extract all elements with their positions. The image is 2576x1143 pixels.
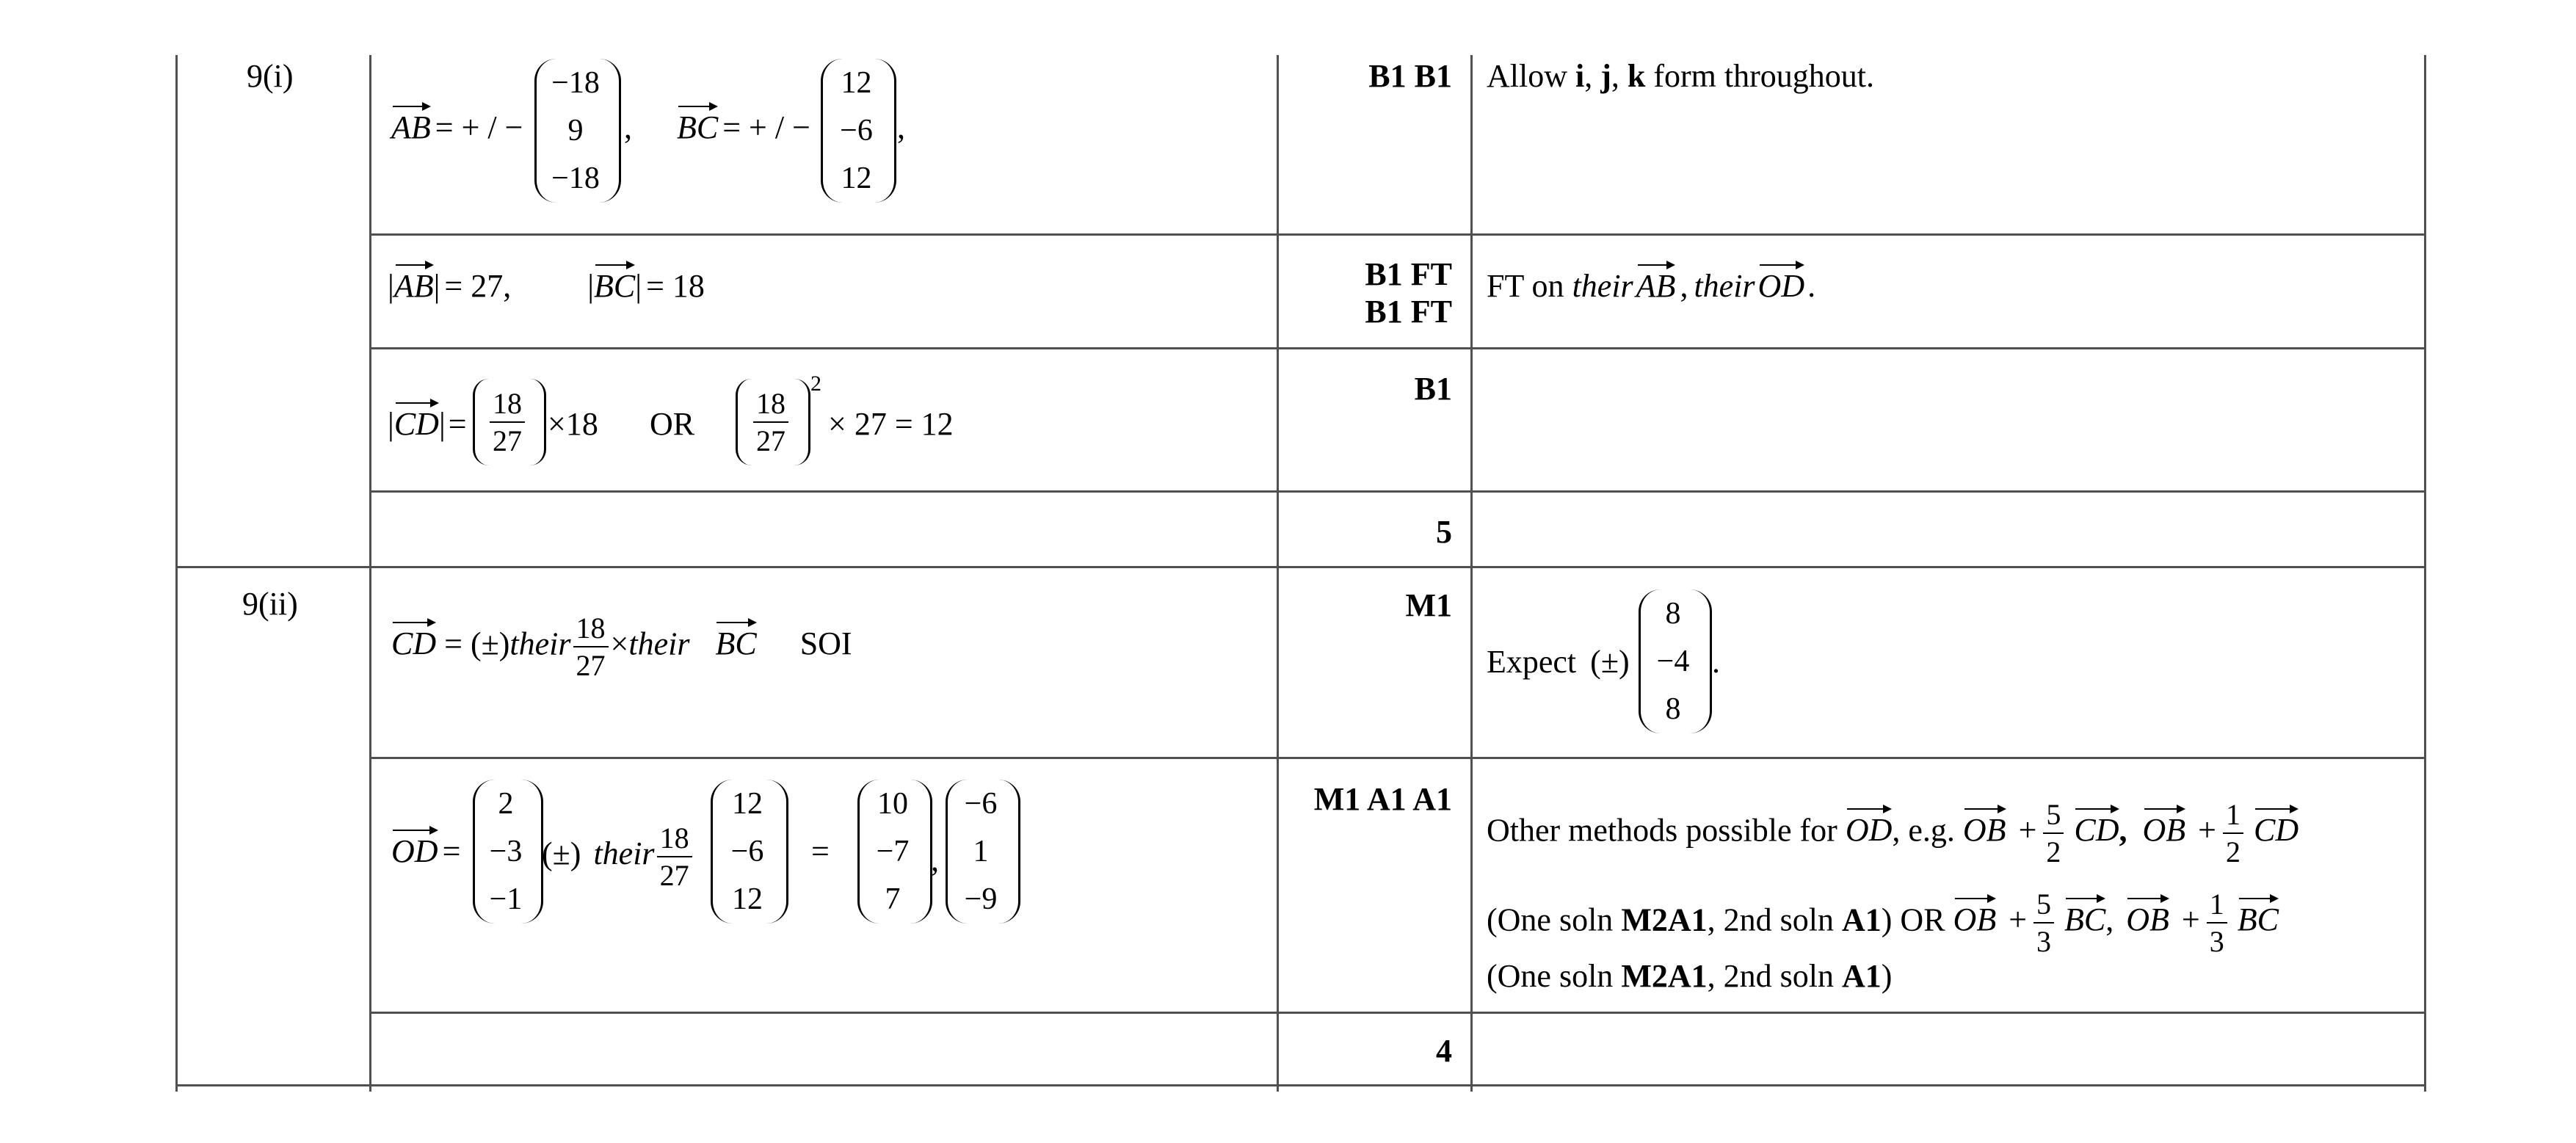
fraction-denominator: 2	[2046, 835, 2061, 869]
vector-entry: 12	[732, 786, 763, 821]
grid-row-divider	[369, 490, 2426, 493]
guidance-unit-vector: i	[1575, 58, 1585, 94]
guidance-expect	[1487, 646, 1630, 678]
equals-sign: =	[444, 625, 462, 662]
grid-line-guidance	[1470, 55, 1473, 1092]
vector-entry: 12	[732, 882, 763, 917]
question-label-9i: 9(i)	[247, 58, 294, 94]
total-mark-9i: 5	[1436, 514, 1452, 550]
total-mark-9ii: 4	[1436, 1033, 1452, 1069]
fraction-denominator: 27	[659, 859, 689, 893]
guidance-9ii-line2-part3	[1487, 960, 1892, 993]
mark-code: M2A1	[1621, 958, 1708, 994]
grid-line-right	[2424, 55, 2426, 1092]
guidance-text: ,	[1611, 58, 1628, 94]
answer-9i-line2	[388, 270, 705, 302]
vector-ab: AB	[1636, 268, 1676, 304]
vector-cd: CD	[2074, 812, 2119, 849]
fraction-18-27-squared	[736, 379, 806, 465]
comma: ,	[1680, 268, 1688, 304]
fraction-denominator: 3	[2036, 925, 2052, 959]
vector-entry: 12	[841, 65, 872, 100]
vector-cd: CD	[2254, 812, 2299, 849]
their-text: their	[593, 835, 655, 872]
expect-text: Expect	[1487, 644, 1577, 680]
vector-entry: −6	[964, 786, 998, 821]
fraction-denominator: 3	[2209, 925, 2224, 959]
vector-entry: −18	[551, 162, 600, 196]
vector-bc: BC	[715, 625, 757, 662]
guidance-text: Other methods possible for	[1487, 812, 1846, 849]
mark-code: A1	[1841, 901, 1882, 938]
question-label-9ii: 9(ii)	[242, 586, 298, 622]
modulus-bar: |	[388, 406, 394, 442]
guidance-text: , 2nd soln	[1707, 901, 1842, 938]
exponent: 2	[810, 371, 821, 396]
guidance-text: (One soln	[1487, 901, 1622, 938]
mark-9i-line3: B1	[1414, 371, 1452, 407]
or-text: OR	[650, 406, 695, 442]
vector-bc: BC	[2064, 901, 2106, 938]
grid-row-divider	[369, 233, 2426, 236]
vector-bc: BC	[677, 109, 719, 145]
vector-entry: 1	[973, 834, 989, 868]
their-text: their	[1572, 268, 1633, 304]
vector-entry: −7	[876, 834, 910, 868]
vector-entry: 10	[877, 786, 908, 821]
column-vector-result-1	[857, 780, 928, 924]
grid-bottom-line	[175, 1084, 2426, 1086]
vector-ab-expression	[391, 109, 523, 145]
guidance-text: ) OR	[1881, 901, 1953, 938]
vector-entry: 8	[1665, 692, 1681, 727]
period: .	[1712, 644, 1720, 680]
fraction-18-27	[473, 379, 542, 465]
vector-entry: −4	[1656, 644, 1690, 678]
guidance-text: , 2nd soln	[1707, 958, 1842, 994]
guidance-9i-line2	[1487, 270, 1815, 302]
cd-magnitude	[388, 408, 467, 440]
equals-sign: =	[442, 833, 461, 869]
guidance-9i-line1	[1487, 60, 1874, 92]
vector-ab: AB	[391, 109, 431, 145]
fraction-numerator: 18	[490, 388, 525, 423]
vector-entry: 9	[567, 113, 584, 148]
guidance-9ii-line2-part2	[1487, 888, 2279, 957]
vector-entry: −6	[730, 834, 764, 868]
vector-entry: −1	[489, 882, 523, 917]
vector-entry: −18	[551, 65, 600, 100]
vector-od: OD	[1757, 268, 1805, 304]
vector-cd: CD	[393, 406, 439, 442]
comma: ,	[897, 109, 905, 145]
vector-od-expression	[391, 835, 460, 868]
mark-9i-line2b: B1 FT	[1365, 294, 1452, 330]
vector-entry: 7	[885, 882, 901, 917]
vector-bc: BC	[2237, 901, 2279, 938]
plus-minus: (±)	[470, 625, 510, 662]
plus-minus: (±)	[542, 835, 581, 872]
plus-sign: +	[2198, 812, 2216, 849]
their-multiplier	[542, 822, 694, 891]
plus-sign: +	[2181, 901, 2200, 938]
comma: ,	[624, 109, 632, 145]
fraction-denominator: 27	[576, 649, 606, 683]
mark-code: M2A1	[1621, 901, 1708, 938]
vector-entry: −9	[964, 882, 998, 917]
vector-ab: AB	[393, 268, 434, 304]
magnitude-bc: = 18	[646, 268, 705, 304]
fraction-numerator: 18	[753, 388, 788, 423]
vector-entry: −6	[840, 113, 873, 148]
column-vector-bc	[821, 59, 892, 203]
grid-row-divider	[369, 757, 2426, 759]
mark-code: A1	[1841, 958, 1882, 994]
vector-ob: OB	[2142, 812, 2186, 849]
guidance-text: (One soln	[1487, 958, 1622, 994]
plus-minus: (±)	[1590, 644, 1630, 680]
vector-ob: OB	[1953, 901, 1997, 938]
guidance-text: , e.g.	[1892, 812, 1963, 849]
fraction-denominator: 2	[2226, 835, 2241, 869]
plus-sign: +	[2018, 812, 2037, 849]
times-27-equals-12: × 27 = 12	[828, 406, 954, 442]
soi-text: SOI	[799, 625, 852, 662]
answer-9ii-line1	[391, 612, 852, 681]
guidance-9ii-line2-part1	[1487, 799, 2299, 868]
mark-9ii-line2: M1 A1 A1	[1313, 781, 1452, 817]
fraction-numerator: 18	[657, 822, 692, 857]
fraction-numerator: 1	[2207, 888, 2227, 924]
vector-entry: 8	[1665, 596, 1681, 631]
column-vector-ab	[534, 59, 617, 203]
vector-entry: 12	[841, 162, 872, 196]
modulus-bar: |	[635, 268, 642, 304]
guidance-text: Allow	[1487, 58, 1575, 94]
times-sign: ×	[610, 625, 629, 662]
guidance-unit-vector: j	[1600, 58, 1611, 94]
mark-9ii-line1: M1	[1405, 587, 1452, 623]
plus-minus-sign: = + / −	[722, 109, 810, 145]
plus-minus-sign: = + / −	[435, 109, 523, 145]
plus-sign: +	[2009, 901, 2028, 938]
grid-line-answer	[369, 55, 371, 1092]
grid-row-divider	[369, 1012, 2426, 1014]
guidance-text: ,	[1584, 58, 1601, 94]
grid-row-divider	[175, 566, 2426, 568]
comma: ,	[2105, 901, 2114, 938]
guidance-text: )	[1881, 958, 1893, 994]
vector-od: OD	[1845, 812, 1893, 849]
column-vector-result-2	[946, 780, 1016, 924]
vector-bc: BC	[594, 268, 636, 304]
vector-entry: −3	[489, 834, 523, 868]
vector-ob: OB	[1962, 812, 2006, 849]
vector-ob: OB	[2126, 901, 2169, 938]
modulus-bar: |	[433, 268, 440, 304]
column-vector-direction	[711, 780, 784, 924]
magnitude-ab: = 27,	[444, 268, 512, 304]
grid-row-divider	[369, 347, 2426, 349]
their-text: their	[509, 625, 571, 662]
fraction-numerator: 18	[573, 612, 609, 647]
fraction-numerator: 5	[2043, 799, 2064, 834]
comma: ,	[931, 842, 939, 878]
column-vector-base	[473, 780, 539, 924]
equals-sign: =	[448, 406, 467, 442]
vector-cd: CD	[391, 625, 437, 662]
guidance-unit-vector: k	[1627, 58, 1646, 94]
comma: ,	[2119, 812, 2127, 849]
column-vector-expected-cd	[1639, 589, 1708, 733]
guidance-text: FT on	[1487, 268, 1572, 304]
fraction-denominator: 27	[756, 424, 786, 457]
fraction-numerator: 5	[2033, 888, 2054, 924]
mark-9i-line1: B1 B1	[1368, 58, 1452, 94]
their-text: their	[628, 625, 690, 662]
times-18: ×18	[548, 406, 598, 442]
guidance-text: form throughout.	[1645, 58, 1875, 94]
modulus-bar: |	[438, 406, 446, 442]
period: .	[1807, 268, 1816, 304]
fraction-denominator: 27	[493, 424, 522, 457]
grid-line-marks	[1277, 55, 1279, 1092]
vector-od: OD	[391, 833, 438, 869]
fraction-numerator: 1	[2223, 799, 2243, 834]
their-text: their	[1694, 268, 1755, 304]
grid-line-left	[175, 55, 178, 1092]
vector-entry: 2	[498, 786, 514, 821]
modulus-bar: |	[388, 268, 394, 304]
modulus-bar: |	[587, 268, 595, 304]
vector-bc-expression	[677, 109, 810, 145]
mark-9i-line2a: B1 FT	[1365, 256, 1452, 292]
equals-sign: =	[811, 833, 830, 869]
